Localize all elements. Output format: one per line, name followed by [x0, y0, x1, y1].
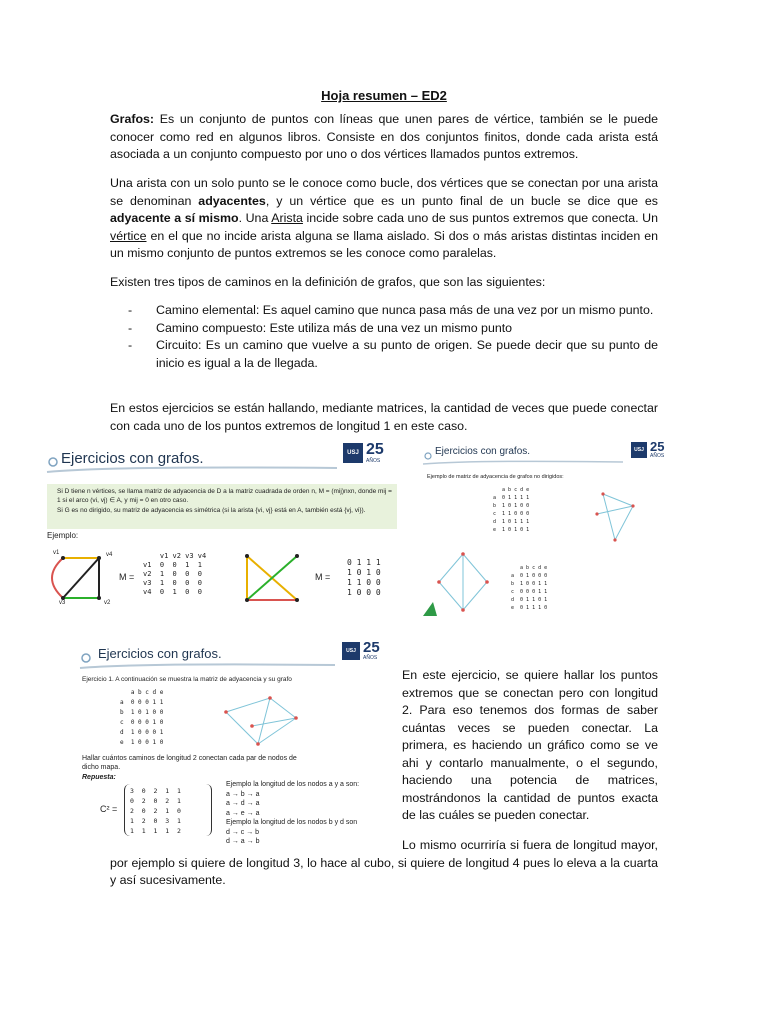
list-item — [128, 302, 658, 320]
exercise-text: Ejercicio 1. A continuación se muestra la matriz de adyacencia y su grafo — [82, 676, 292, 683]
header-underline — [80, 664, 335, 668]
graph-edge — [603, 494, 633, 506]
text-span: , y un vértice que es un punto final de un bucle se dice que es — [265, 193, 658, 208]
graph-edge — [270, 698, 296, 718]
logo-text — [366, 442, 384, 464]
slide-title: Ejercicios con grafos. — [61, 450, 204, 467]
answer-label: Repuesta: — [82, 774, 116, 781]
bullet-dash: - — [128, 320, 133, 335]
header-circle-icon — [82, 654, 90, 662]
list-item — [128, 320, 658, 338]
page-title: Hoja resumen – ED2 — [321, 88, 447, 103]
logo-box: USJ — [631, 442, 647, 458]
term-arista: Arista — [271, 211, 303, 225]
definition-text-1: Si D tiene n vértices, se llama matriz de adyacencia de D a la matriz cuadrada de orden n, M = (mij)nxn, donde mij = 1 si el arco (vi, vj) ∈ A, y mij = 0 en otro caso. — [57, 488, 392, 504]
path-example: Ejemplo la longitud de los nodos a y a son: — [226, 781, 360, 788]
paragraph-grafos — [110, 111, 658, 164]
graph-node — [268, 696, 272, 700]
vertex-label-v4: v4 — [106, 552, 113, 558]
graph-node — [461, 608, 465, 612]
graph-node — [250, 724, 254, 728]
grafos-definition: Es un conjunto de puntos con líneas que unen pares de vértice, también se le puede conocer como red en algunos libros. Consiste en dos conjuntos finitos, donde cada arista está asociada a un conjunto compuesto por uno o dos vértices llamados puntos extremos. — [110, 112, 658, 161]
list-item-text: Circuito: Es un camino que vuelve a su punto de origen. Se puede decir que su punto de inicio es igual a la de llegada. — [156, 338, 658, 370]
m-label: M = — [119, 572, 135, 582]
green-triangle — [423, 602, 437, 616]
graph-edge — [603, 494, 615, 540]
logo-years: AÑOS — [363, 655, 378, 661]
green-corner-decoration — [423, 602, 453, 616]
logo-text — [363, 640, 380, 661]
logo-number: 25 — [363, 639, 380, 656]
graph-edge — [597, 506, 633, 514]
graph-edge — [439, 554, 463, 582]
graph-node — [485, 580, 489, 584]
adjacency-matrix-b: a b c d e a 0 1 0 0 0 b 1 0 0 1 1 c 0 0 0 1 1 d 0 1 1 0 1 e 0 1 1 1 0 — [511, 565, 548, 611]
path-example: d → a → b — [226, 838, 260, 845]
logo-number: 25 — [366, 441, 384, 458]
graph-node — [295, 598, 299, 602]
graph-node — [245, 598, 249, 602]
adjacency-matrix-a: a b c d e a 0 1 1 1 1 b 1 0 1 0 0 c 1 1 0 0 0 d 1 0 1 1 1 e 1 0 1 0 1 — [493, 487, 530, 533]
graph-a — [593, 486, 643, 546]
paragraph-longitud-2: En este ejercicio, se quiere hallar los puntos extremos que se conectan pero con longitud 2. Para eso tenemos dos formas de saber cuántas veces se pueden conectar. La primera, es haciendo un gráfico como se ve ahi y contarlo manualmente, o el segundo, haciendo una potencia de matrices, mostrándonos la cantidad de puntos exacta de las cuáles se pueden conectar. — [402, 668, 658, 822]
graph-node — [631, 504, 634, 507]
graph-node — [97, 596, 101, 600]
term-vertice: vértice — [110, 228, 147, 243]
graph-node — [295, 554, 299, 558]
adjacency-matrix-1: v1 v2 v3 v4 v1 0 0 1 1 v2 1 0 0 0 v3 1 0 0 0 v4 0 1 0 0 — [143, 552, 207, 596]
example-label: Ejemplo: — [47, 531, 79, 540]
usj-logo — [631, 440, 664, 459]
term-adyacentes: adyacentes — [198, 193, 266, 208]
camino-list — [128, 302, 658, 372]
graph-edge — [463, 582, 487, 610]
text-span: Una arista con un solo punto se le conoce como bucle, dos vértices que se conectan por una arista se denominan — [110, 176, 658, 208]
graph-edge — [52, 558, 63, 598]
vertex-label-v2: v2 — [104, 600, 111, 606]
graph-node — [601, 492, 604, 495]
slide-title: Ejercicios con grafos. — [98, 646, 222, 661]
c2-label: C² = — [100, 804, 118, 814]
graph-edge — [226, 712, 258, 744]
slide-title: Ejercicios con grafos. — [435, 446, 531, 457]
vertex-label-v1: v1 — [53, 550, 60, 556]
graph-node — [97, 556, 101, 560]
text-span: . Una — [238, 211, 272, 225]
graph-node — [224, 710, 228, 714]
usj-logo — [342, 640, 380, 661]
paragraph-longitud-mayor: Lo mismo ocurriría si fuera de longitud mayor, por ejemplo si quiere de longitud 3, lo hace al cubo, si quiere de longitud 4 pues lo eleva a la cuarta y así sucesivamente. — [110, 838, 658, 887]
graph-edge — [615, 506, 633, 540]
paragraph-matrices: En estos ejercicios se están hallando, mediante matrices, la cantidad de veces que puede conectar con cada uno de los puntos extremos de longitud 1 en este caso. — [110, 401, 658, 433]
logo-box: USJ — [342, 642, 360, 660]
c2-matrix: 3 0 2 1 1 0 2 0 2 1 2 0 2 1 0 1 2 0 3 1 1 1 1 1 2 — [130, 787, 181, 835]
vertex-label-v3: v3 — [59, 600, 66, 606]
m-label-2: M = — [315, 572, 331, 582]
graph-node — [595, 512, 598, 515]
graph-edge — [463, 554, 487, 582]
graph-node — [461, 552, 465, 556]
logo-box: USJ — [343, 443, 363, 463]
header-underline — [47, 468, 337, 473]
header-circle-icon — [49, 458, 57, 466]
slide-ejercicio-1 — [80, 636, 395, 845]
adjacency-matrix-2: 0 1 1 1 1 0 1 0 1 1 0 0 1 0 0 0 — [347, 558, 381, 597]
exercise-graph — [220, 690, 305, 750]
graph-node — [437, 580, 441, 584]
bullet-dash: - — [128, 338, 133, 352]
list-item-text: Camino elemental: Es aquel camino que nunca pasa más de una vez por un mismo punto. — [156, 303, 654, 317]
usj-logo — [343, 442, 384, 464]
logo-number: 25 — [650, 439, 665, 454]
header-underline — [423, 461, 623, 464]
list-item-text: Camino compuesto: Este utiliza más de una vez un mismo punto — [156, 320, 513, 335]
logo-text — [650, 440, 664, 459]
graph-node — [61, 556, 65, 560]
slide-matriz-adyacencia — [47, 436, 397, 616]
path-example: Ejemplo la longitud de los nodos b y d son — [226, 819, 358, 826]
question-text: Hallar cuántos caminos de longitud 2 conectan cada par de nodos de dicho mapa. — [82, 755, 297, 771]
text-span: incide sobre cada uno de sus puntos extremos que conecta. Un — [302, 211, 658, 225]
path-example: a → b → a — [226, 790, 260, 798]
slide-ejemplo-no-dirigido — [423, 436, 693, 616]
header-circle-icon — [425, 453, 431, 459]
graph-node — [256, 742, 260, 746]
path-example: a → d → a — [226, 800, 260, 807]
undirected-graph — [239, 550, 309, 606]
path-example: d → c → b — [226, 828, 260, 836]
logo-years: AÑOS — [650, 453, 665, 459]
bullet-dash: - — [128, 303, 133, 317]
definition-text-2: Si G es no dirigido, su matriz de adyacencia es simétrica (si la arista {vi, vj} está en A, también está {vj, vi}). — [57, 507, 366, 514]
logo-years: AÑOS — [366, 458, 381, 464]
path-example: a → e → a — [226, 809, 260, 817]
graph-edge — [226, 698, 270, 712]
directed-graph — [47, 548, 127, 606]
paragraph-caminos: Existen tres tipos de caminos en la definición de grafos, que son las siguientes: — [110, 275, 546, 289]
graph-edge — [63, 558, 99, 598]
paragraph-arista — [110, 175, 658, 263]
graph-node — [245, 554, 249, 558]
graph-node — [294, 716, 298, 720]
grafos-term: Grafos: — [110, 112, 155, 126]
list-item — [128, 337, 658, 372]
example-caption: Ejemplo de matriz de adyacencia de grafos no dirigidos: — [427, 474, 564, 480]
exercise-matrix: a b c d e a 0 0 0 1 1 b 1 0 1 0 0 c 0 0 0 1 0 d 1 0 0 0 1 e 1 0 0 1 0 — [120, 689, 164, 746]
graph-node — [613, 538, 616, 541]
text-span: en el que no incide arista alguna se llama aislado. Si dos o más aristas distintas inciden en un mismo conjunto de puntos extremos se les conoce como paralelas. — [110, 228, 658, 260]
term-adyacente-a-si-mismo: adyacente a sí mismo — [110, 211, 239, 225]
